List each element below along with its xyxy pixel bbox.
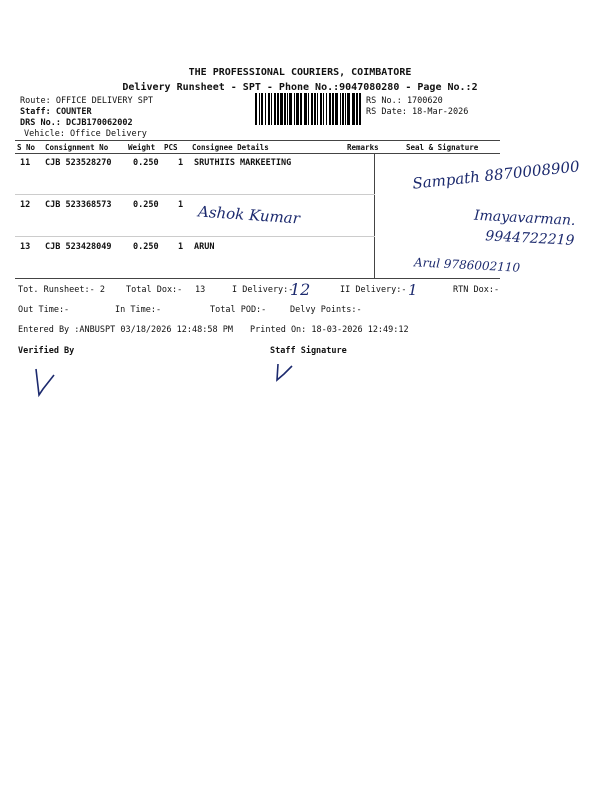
row-consignee: SRUTHIIS MARKEETING (194, 158, 292, 168)
row-sno: 12 (20, 200, 31, 210)
in-time: In Time:- (115, 305, 162, 315)
row-weight: 0.250 (133, 200, 159, 210)
divider (374, 153, 375, 278)
row-sno: 13 (20, 242, 31, 252)
tot-runsheet: Tot. Runsheet:- 2 (18, 285, 105, 295)
runsheet-subtitle: Delivery Runsheet - SPT - Phone No.:9047080280 - Page No.:2 (122, 82, 478, 93)
divider (15, 153, 500, 154)
col-remarks: Remarks (347, 143, 379, 152)
col-consignment: Consignment No (45, 143, 109, 152)
row-pcs: 1 (178, 242, 184, 252)
row-consignee: Ashok Kumar (197, 202, 301, 228)
ii-delivery-label: II Delivery:- (340, 285, 407, 295)
col-sno: S No (17, 143, 36, 152)
delvy-points: Delvy Points:- (290, 305, 362, 315)
staff-signature-label: Staff Signature (270, 346, 347, 356)
staff-signature-mark (270, 360, 300, 385)
row-signature: Imayavarman. 9944722219 (473, 207, 576, 249)
verified-by-label: Verified By (18, 346, 75, 356)
row-consignee: ARUN (194, 242, 215, 252)
rs-date: RS Date: 18-Mar-2026 (366, 107, 469, 117)
divider (15, 140, 500, 141)
out-time: Out Time:- (18, 305, 70, 315)
total-dox-label: Total Dox:- (126, 285, 183, 295)
col-pcs: PCS (164, 143, 178, 152)
total-dox-value: 13 (195, 285, 206, 295)
row-consignment: CJB 523368573 (45, 200, 112, 210)
col-consignee: Consignee Details (192, 143, 269, 152)
total-pod: Total POD:- (210, 305, 267, 315)
printed-on: Printed On: 18-03-2026 12:49:12 (250, 325, 409, 335)
divider (15, 194, 375, 195)
row-consignment: CJB 523528270 (45, 158, 112, 168)
divider (15, 278, 500, 279)
drs-number: DRS No.: DCJB170062002 (20, 118, 133, 128)
barcode (255, 93, 363, 125)
entered-by: Entered By :ANBUSPT 03/18/2026 12:48:58 PM (18, 325, 233, 335)
row-pcs: 1 (178, 200, 184, 210)
company-title: THE PROFESSIONAL COURIERS, COIMBATORE (188, 67, 412, 78)
ii-delivery-value: 1 (408, 281, 418, 299)
row-signature: Sampath 8870008900 (411, 157, 581, 193)
row-weight: 0.250 (133, 242, 159, 252)
rtn-dox: RTN Dox:- (453, 285, 500, 295)
rs-number: RS No.: 1700620 (366, 96, 443, 106)
vehicle: Vehicle: Office Delivery (24, 129, 147, 139)
col-weight: Weight (128, 143, 156, 152)
row-signature: Arul 9786002110 (413, 255, 521, 275)
i-delivery-value: 12 (290, 280, 311, 299)
staff: Staff: COUNTER (20, 107, 92, 117)
divider (15, 236, 375, 237)
route: Route: OFFICE DELIVERY SPT (20, 96, 154, 106)
row-weight: 0.250 (133, 158, 159, 168)
row-sno: 11 (20, 158, 31, 168)
i-delivery-label: I Delivery:- (232, 285, 294, 295)
row-pcs: 1 (178, 158, 184, 168)
verified-signature-mark (30, 365, 60, 405)
row-consignment: CJB 523428049 (45, 242, 112, 252)
col-signature: Seal & Signature (406, 143, 479, 152)
